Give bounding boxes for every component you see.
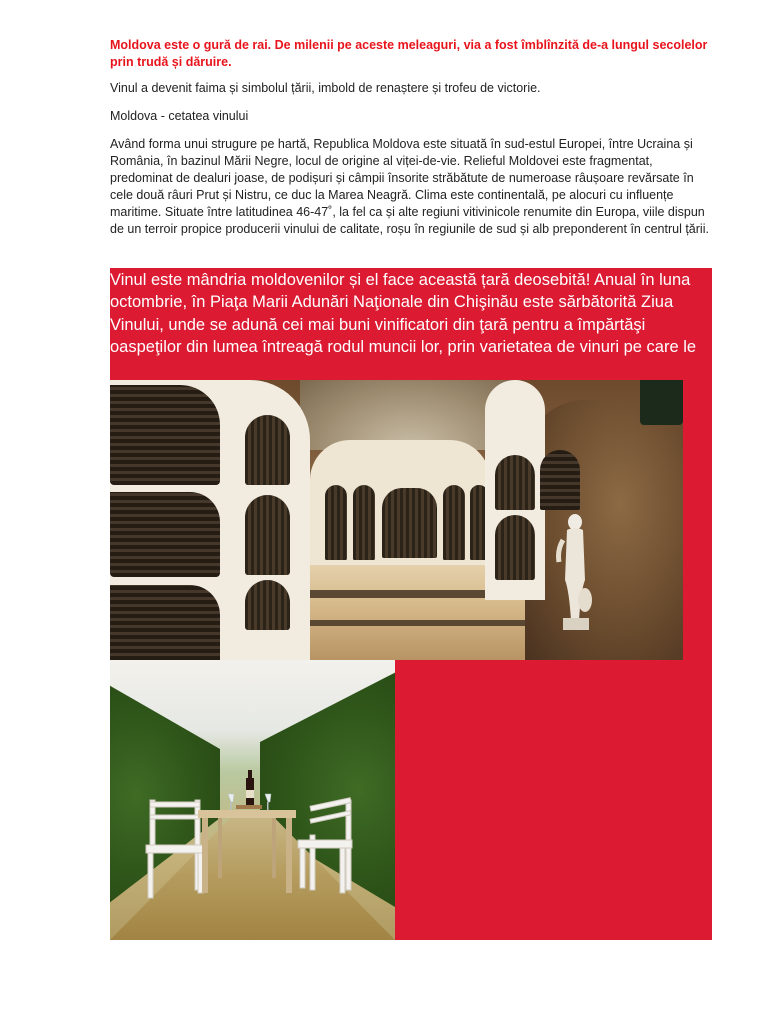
bottle-rack [110, 492, 220, 577]
intro-paragraph: Moldova este o gură de rai. De milenii pe aceste meleaguri, via a fost îmblînzită de-a lungul secolelor prin trudă și dăruire. [110, 38, 708, 69]
bottle-rack [640, 380, 683, 425]
highlight-paragraph: Vinul este mândria moldovenilor și el face această țară deosebită! Anual în luna octombrie, în Piaţa Marii Adunări Naţionale din Chişinău este sărbătorită Ziua Vinului, unde se adună cei mai buni vinificatori din ţară pentru a împărtăşi oaspeţilor din lumea întreagă rodul muncii lor, prin varietatea de vinuri pe care le [110, 271, 697, 357]
bottle-rack [540, 450, 580, 510]
bottle-rack [325, 485, 347, 560]
bottle-rack [245, 415, 290, 485]
wine-cellar-image [110, 380, 683, 660]
paragraph-geography: Având forma unui strugure pe hartă, Republica Moldova este situată în sud-estul Europei, între Ucraina și România, în bazinul Mării Negre, locul de origine al viței-de-vie. Relieful Moldovei este fragmentat, predominat de dealuri joase, de podișuri și câmpii însorite străbătute de numeroase râușoare revărsate în cele două râuri Prut și Nistru, ce duc la Marea Neagră. Clima este continentală, pe alocuri cu influențe maritime. Situate între latitudinea 46-47˚, la fel ca și alte regiuni vitivinicole renumite din Europa, viile dispun de un terroir propice producerii vinului de calitate, roșu în regiunile de sud și alb preponderent în centrul țării. [110, 137, 709, 236]
bottle-rack [245, 580, 290, 630]
bottle-rack [353, 485, 375, 560]
bottle-rack [382, 488, 437, 558]
bottle-rack [110, 585, 220, 660]
marble-statue [555, 510, 595, 630]
bottle-rack [495, 455, 535, 510]
section-heading: Moldova - cetatea vinului [110, 109, 249, 123]
paragraph-fame: Vinul a devenit faima și simbolul țării, imbold de renaștere și trofeu de victorie. [110, 81, 541, 95]
vineyard-table-image [110, 660, 395, 940]
table-and-chairs [110, 660, 395, 940]
bottle-rack [495, 515, 535, 580]
rock-wall [525, 400, 683, 660]
bottle-rack [443, 485, 465, 560]
bottle-rack [245, 495, 290, 575]
bottle-rack [110, 385, 220, 485]
